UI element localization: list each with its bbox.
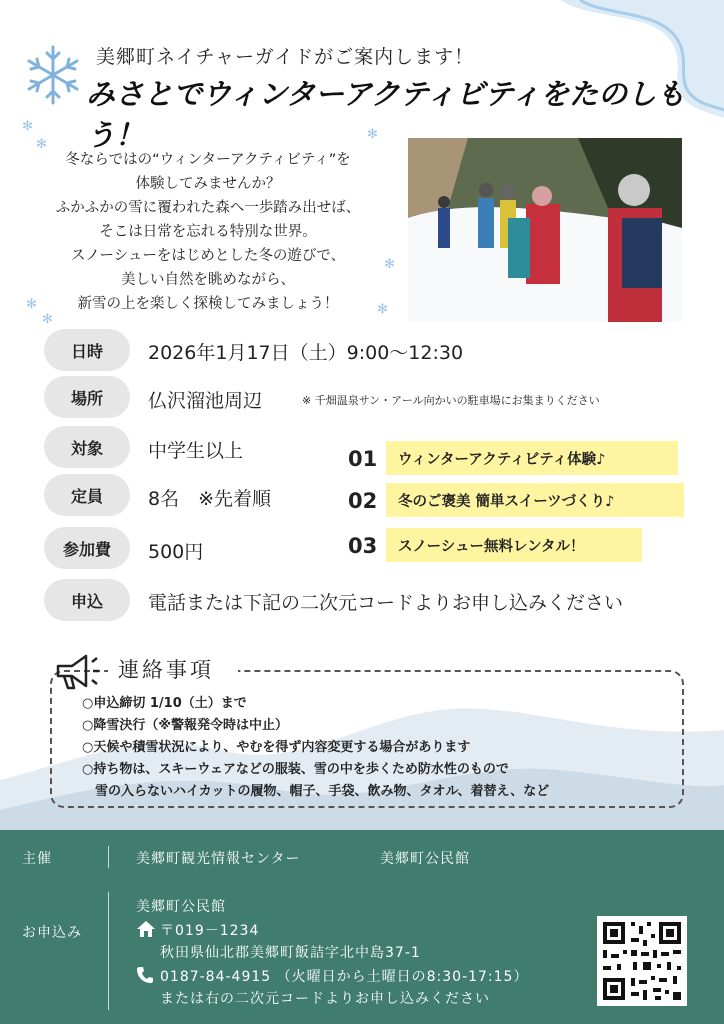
intro-line: 冬ならではの“ウィンターアクティビティ”を [65, 152, 351, 168]
footer-divider [108, 846, 109, 868]
host-label: 主催 [22, 851, 52, 867]
org-name: 美郷町公民館 [136, 899, 226, 915]
location-note: ※ 千畑温泉サン・アール向かいの駐車場にお集まりください [302, 394, 600, 407]
capacity-value: 8名 ※先着順 [148, 488, 272, 510]
address: 秋田県仙北郡美郷町飯詰字北中島37-1 [160, 945, 421, 961]
notice-item: ○天候や積雪状況により、やむを得ず内容変更する場合があります [82, 740, 471, 755]
apply-value: 電話または下記の二次元コードよりお申し込みください [148, 592, 624, 614]
postal-code: 〒019－1234 [160, 923, 260, 939]
target-label: 対象 [44, 426, 130, 468]
notice-title: 連絡事項 [118, 658, 214, 682]
apply-contact-label: お申込み [22, 925, 82, 941]
svg-text:✻: ✻ [377, 302, 388, 317]
page-title: みさとでウィンターアクティビティをたのしもう！ [86, 77, 686, 152]
apply-label: 申込 [44, 579, 130, 621]
notice-item: 雪の入らないハイカットの履物、帽子、手袋、飲み物、タオル、着替え、など [82, 784, 550, 799]
fee-label: 参加費 [44, 527, 130, 569]
footer-divider [108, 892, 109, 1010]
subtitle: 美郷町ネイチャーガイドがご案内します！ [96, 46, 475, 68]
svg-text:✻: ✻ [26, 297, 37, 312]
intro-line: 体験してみませんか？ [135, 176, 281, 192]
phone-number: 0187-84-4915 （火曜日から土曜日の8:30-17:15） [160, 969, 529, 985]
intro-line: 新雪の上を楽しく探検してみましょう！ [77, 296, 339, 312]
date-label: 日時 [44, 329, 130, 371]
svg-text:✻: ✻ [367, 127, 378, 142]
host-name: 美郷町観光情報センター [136, 851, 301, 867]
notice-item: ○降雪決行（※警報発令時は中止） [82, 718, 288, 733]
host-name: 美郷町公民館 [380, 851, 470, 867]
highlight-number: 02 [348, 489, 378, 513]
snowshoe-hikers-photo [408, 138, 682, 322]
highlight-item: ウィンターアクティビティ体験♪ [386, 441, 678, 475]
highlight-number: 03 [348, 534, 378, 558]
phone-icon [136, 966, 154, 984]
notice-list [82, 693, 549, 803]
intro-line: ふかふかの雪に覆われた森へ一歩踏み出せば、 [55, 200, 361, 216]
date-value: 2026年1月17日（土）9:00〜12:30 [148, 342, 464, 364]
notice-item: ○申込締切 1/10（土）まで [82, 696, 247, 711]
capacity-label: 定員 [44, 474, 130, 516]
highlight-number: 01 [348, 447, 378, 471]
svg-text:✻: ✻ [22, 119, 33, 134]
intro-text [18, 148, 398, 316]
location-label: 場所 [44, 376, 130, 418]
notice-item: ○持ち物は、スキーウェアなどの服装、雪の中を歩くため防水性のもので [82, 762, 509, 777]
megaphone-icon [52, 648, 100, 694]
snowflake-icon [22, 44, 84, 106]
fee-value: 500円 [148, 541, 204, 563]
svg-text:✻: ✻ [384, 257, 395, 272]
target-value: 中学生以上 [148, 440, 244, 462]
svg-text:✻: ✻ [42, 312, 53, 327]
svg-text:✻: ✻ [36, 137, 47, 152]
location-value: 仏沢溜池周辺 [148, 390, 263, 412]
intro-line: 美しい自然を眺めながら、 [121, 272, 295, 288]
house-icon [136, 920, 156, 938]
qr-note: または右の二次元コードよりお申し込みください [160, 991, 490, 1007]
highlight-item: 冬のご褒美 簡単スイーツづくり♪ [386, 483, 684, 517]
intro-line: そこは日常を忘れる特別な世界。 [99, 224, 317, 240]
qr-code[interactable] [597, 916, 687, 1006]
highlight-item: スノーシュー無料レンタル！ [386, 528, 642, 562]
intro-line: スノーシューをはじめとした冬の遊びで、 [70, 248, 346, 264]
